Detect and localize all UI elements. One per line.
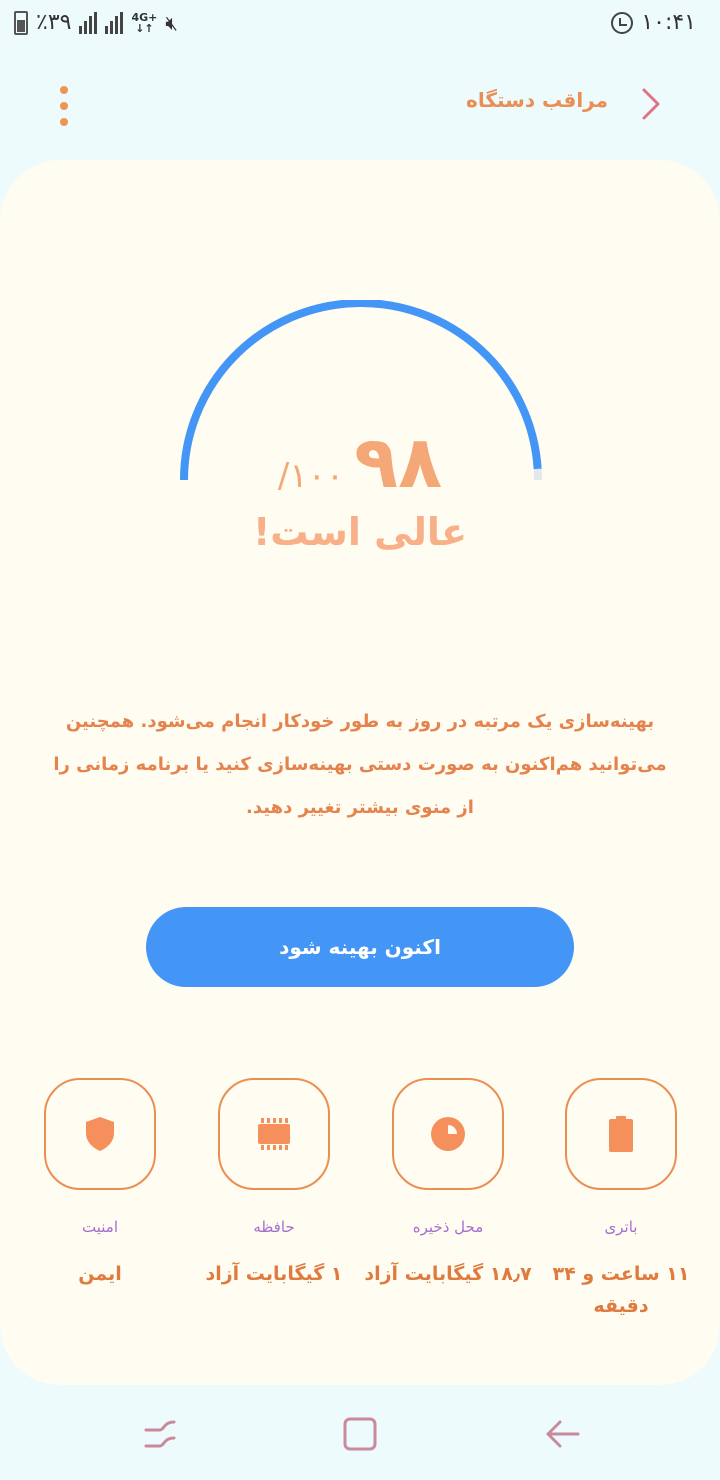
alarm-icon <box>611 12 633 34</box>
shield-icon <box>83 1115 117 1153</box>
score-max: /۱۰۰ <box>277 456 345 496</box>
stat-security-icon-box <box>44 1078 156 1190</box>
battery-percent: ٪۳۹ <box>36 10 72 35</box>
page-title: مراقب دستگاه <box>466 88 608 112</box>
stat-battery-label: باتری <box>604 1218 638 1236</box>
network-type-label: 4G+ <box>131 10 158 24</box>
stat-storage-icon-box <box>392 1078 504 1190</box>
stat-security[interactable] <box>15 1078 185 1290</box>
network-type-icon: 4G+ ↓↑ <box>131 10 158 35</box>
battery-icon <box>607 1115 635 1153</box>
stat-memory-value: ۱ گیگابایت آزاد <box>205 1263 343 1285</box>
recent-apps-icon[interactable] <box>140 1414 180 1454</box>
score-value: ۹۸ <box>354 420 443 504</box>
memory-chip-icon <box>254 1117 294 1151</box>
stat-battery[interactable] <box>536 1078 706 1322</box>
optimization-description: بهینه‌سازی یک مرتبه در روز به طور خودکار انجام می‌شود. همچنین می‌توانید هم‌اکنون به صورت دستی بهینه‌سازی کنید یا برنامه زمانی را از منوی بیشتر تغییر دهید. <box>53 711 667 818</box>
optimize-now-button[interactable]: اکنون بهینه شود <box>146 907 574 987</box>
home-icon[interactable] <box>340 1414 380 1454</box>
status-right <box>611 10 696 35</box>
battery-status-icon <box>14 11 28 35</box>
clock: ۱۰:۴۱ <box>641 10 696 35</box>
stat-battery-icon-box <box>565 1078 677 1190</box>
stat-storage-value: ۱۸٫۷ گیگابایت آزاد <box>364 1263 532 1285</box>
stat-storage-label: محل ذخیره <box>412 1218 484 1236</box>
score-display <box>0 420 720 504</box>
more-options-icon[interactable] <box>52 86 76 126</box>
stat-security-label: امنیت <box>82 1218 118 1236</box>
status-left <box>14 10 178 35</box>
back-nav-icon[interactable] <box>542 1414 582 1454</box>
stat-memory[interactable] <box>189 1078 359 1290</box>
mute-icon: 🔇︎ <box>165 10 178 35</box>
stat-memory-icon-box <box>218 1078 330 1190</box>
status-bar <box>0 0 720 50</box>
signal-icon <box>79 12 97 34</box>
stat-battery-value: ۱۱ ساعت و ۳۴ دقیقه <box>552 1263 690 1317</box>
main-card <box>0 160 720 1385</box>
app-header <box>0 70 720 140</box>
back-arrow-icon[interactable] <box>632 84 672 124</box>
stat-storage[interactable] <box>363 1078 533 1290</box>
device-stats <box>0 1078 720 1338</box>
system-nav-bar <box>0 1400 720 1480</box>
stat-security-value: ایمن <box>78 1263 122 1285</box>
score-status: عالی است! <box>252 510 468 554</box>
stat-memory-label: حافظه <box>253 1218 295 1236</box>
signal-icon-2 <box>105 12 123 34</box>
storage-pie-icon <box>428 1114 468 1154</box>
